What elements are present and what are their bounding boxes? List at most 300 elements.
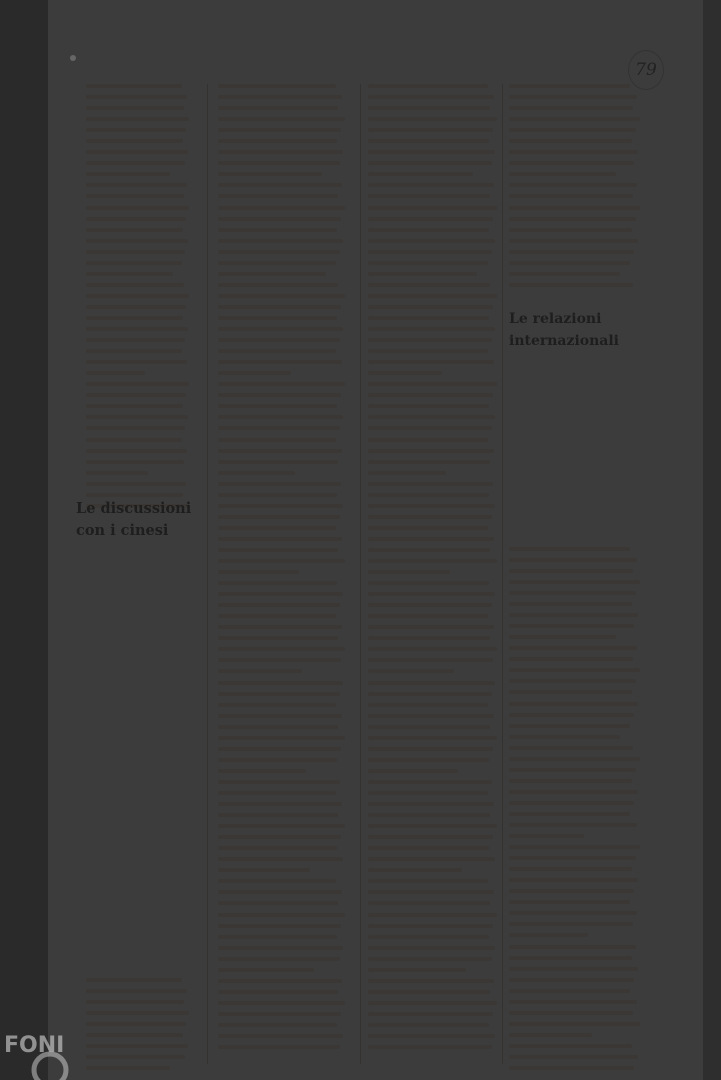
text-line [509,922,633,926]
text-line [86,172,170,176]
text-line [509,967,638,971]
text-line [509,228,632,232]
text-line [86,272,173,276]
text-line [368,194,490,198]
text-line [368,161,492,165]
text-column-2 [218,84,346,1070]
text-line [86,482,186,486]
text-line [218,692,340,696]
text-line [509,790,638,794]
text-line [86,194,184,198]
column-rule [360,84,361,1064]
text-line [218,537,342,541]
text-line [509,856,636,860]
text-line [509,635,616,639]
text-line [368,791,488,795]
text-line [218,758,337,762]
text-line [218,990,338,994]
text-line [509,713,634,717]
text-line [368,150,495,154]
text-line [86,206,189,210]
text-line [509,1022,640,1026]
text-line [218,647,345,651]
text-line [218,183,342,187]
text-line [509,580,640,584]
text-line [368,283,490,287]
text-line [368,1045,492,1049]
text-line [218,747,341,751]
text-line [509,1011,633,1015]
text-line [86,404,183,408]
text-line [368,316,489,320]
text-line [218,106,338,110]
text-line [368,957,492,961]
text-line [368,493,489,497]
text-line [368,636,490,640]
text-line [218,581,337,585]
text-line [218,349,336,353]
text-line [509,150,638,154]
text-line [368,482,493,486]
text-line [218,150,343,154]
text-line [218,901,338,905]
text-line [368,139,489,143]
text-line [509,106,633,110]
subheading-relazioni-internazionali: Le relazioni internazionali [509,311,619,349]
text-line [509,746,633,750]
text-line [368,415,495,419]
text-line [509,779,632,783]
text-line [218,669,302,673]
text-line [218,360,342,364]
text-line [368,404,489,408]
text-line [86,426,185,430]
text-line [86,1000,184,1004]
text-line [368,294,497,298]
text-line [368,714,494,718]
text-line [218,681,343,685]
text-line [218,614,336,618]
text-line [218,272,326,276]
text-line [368,183,494,187]
text-line [509,989,630,993]
text-column-4 [509,84,641,1070]
text-line [368,780,492,784]
text-line [509,1055,638,1059]
text-line [509,867,632,871]
text-line [368,946,495,950]
text-line [86,239,188,243]
text-line [368,1023,489,1027]
text-line [368,360,494,364]
text-line [86,250,185,254]
text-line [368,769,458,773]
text-line [86,471,148,475]
text-line [509,1033,592,1037]
text-line [218,261,336,265]
text-line [86,978,182,982]
text-line [509,679,636,683]
text-line [218,172,322,176]
text-line [368,835,493,839]
text-line [368,857,495,861]
text-line [368,471,446,475]
text-line [218,382,345,386]
text-line [86,1011,189,1015]
text-line [218,1034,343,1038]
text-line [368,901,490,905]
text-line [368,515,492,519]
archive-stamp-watermark [0,1022,120,1080]
text-line [509,602,632,606]
text-line [218,438,336,442]
text-line [509,845,640,849]
text-line [368,647,497,651]
text-line [509,547,630,551]
text-line [218,1045,340,1049]
text-line [86,128,186,132]
column-4-paragraphs-top [509,84,641,287]
text-line [218,946,343,950]
handwritten-page-number: 79 [628,50,664,90]
text-line [86,228,183,232]
text-line [368,625,494,629]
text-line [86,161,185,165]
text-line [368,824,497,828]
text-line [86,460,184,464]
text-line [509,945,636,949]
text-line [218,548,338,552]
text-line [218,504,343,508]
text-line [509,172,616,176]
text-line [218,714,342,718]
text-line [509,735,620,739]
text-line [368,681,495,685]
text-line [368,658,493,662]
text-line [86,84,182,88]
text-line [509,217,636,221]
text-line [368,460,490,464]
text-line [218,857,343,861]
text-line [218,725,338,729]
text-line [368,813,490,817]
text-line [86,305,186,309]
text-line [218,570,299,574]
text-line [218,791,336,795]
text-line [218,935,337,939]
text-line [218,769,306,773]
text-line [218,625,342,629]
text-line [218,603,340,607]
text-line [509,900,630,904]
text-line [86,989,187,993]
text-line [368,703,488,707]
text-line [509,702,638,706]
text-line [218,194,338,198]
text-line [368,548,490,552]
text-line [218,636,338,640]
text-line [368,338,492,342]
text-line [86,217,186,221]
text-line [218,493,337,497]
text-line [218,835,341,839]
text-line [218,217,341,221]
text-line [218,658,341,662]
text-line [218,426,340,430]
text-line [509,801,634,805]
text-line [86,261,182,265]
text-line [218,117,345,121]
text-line [368,95,494,99]
text-line [509,823,637,827]
text-line [368,968,466,972]
text-line [368,250,492,254]
text-line [368,692,492,696]
text-line [218,736,345,740]
text-line [368,526,488,530]
text-line [218,482,341,486]
subheading-discussioni-cinesi: Le discussioni con i cinesi [76,500,192,539]
text-line [218,913,345,917]
text-line [509,183,637,187]
text-line [86,316,183,320]
text-line [218,139,337,143]
text-line [218,294,345,298]
text-line [368,1012,493,1016]
text-line [218,393,341,397]
text-line [218,979,342,983]
text-line [368,581,489,585]
text-line [218,404,337,408]
text-line [509,250,634,254]
column-2-paragraphs [218,84,346,1049]
text-line [368,117,497,121]
text-line [368,990,490,994]
text-line [509,690,632,694]
text-line [218,526,336,530]
text-line [368,449,494,453]
text-line [368,559,497,563]
text-line [509,95,637,99]
text-line [86,438,182,442]
text-line [218,460,338,464]
text-line [86,349,182,353]
text-line [509,161,634,165]
text-line [218,780,340,784]
text-line [509,757,640,761]
text-line [368,935,489,939]
text-line [218,471,295,475]
text-line [509,139,632,143]
text-line [509,613,638,617]
text-line [368,228,489,232]
text-line [368,504,495,508]
column-rule [207,84,208,1064]
text-line [218,890,342,894]
text-line [368,979,494,983]
text-line [218,228,337,232]
text-column-3 [368,84,498,1070]
text-line [368,1034,495,1038]
text-line [86,415,188,419]
text-line [86,382,189,386]
text-line [218,559,345,563]
text-line [509,272,620,276]
text-line [86,117,189,121]
text-line [368,272,477,276]
text-line [218,1001,345,1005]
text-line [218,592,343,596]
text-line [218,449,342,453]
text-line [368,802,494,806]
text-line [368,592,495,596]
text-line [86,183,187,187]
text-line [368,758,489,762]
text-column-1 [76,84,190,1070]
text-line [509,239,638,243]
text-line [218,338,340,342]
text-line [368,206,497,210]
text-line [368,327,495,331]
text-line [368,736,497,740]
column-3-paragraphs [368,84,498,1049]
text-line [368,426,492,430]
text-line [509,283,633,287]
text-line [509,261,630,265]
text-line [509,834,584,838]
text-line [218,957,340,961]
text-line [86,95,187,99]
text-line [368,349,488,353]
text-line [509,978,634,982]
text-line [368,669,454,673]
text-line [86,360,187,364]
text-line [509,657,633,661]
text-line [368,393,493,397]
text-line [509,194,633,198]
text-line [218,515,340,519]
text-line [368,537,494,541]
text-line [86,106,184,110]
text-line [368,84,488,88]
text-line [509,724,630,728]
text-line [509,84,630,88]
text-line [368,382,497,386]
text-line [86,449,187,453]
text-line [509,878,638,882]
text-line [509,646,637,650]
text-line [218,879,336,883]
text-line [368,868,462,872]
text-line [509,911,637,915]
svg-text:FONI: FONI [4,1033,65,1058]
text-line [218,161,340,165]
column-1-paragraphs-top [76,84,190,508]
text-line [509,569,633,573]
text-line [509,1044,632,1048]
text-line [368,603,492,607]
text-line [509,933,588,937]
text-line [368,172,473,176]
text-line [509,558,637,562]
text-line [368,371,442,375]
text-line [86,327,188,331]
text-line [218,868,310,872]
text-line [368,725,490,729]
text-line [509,591,636,595]
text-line [368,890,494,894]
text-line [368,924,493,928]
text-line [509,956,632,960]
text-line [509,624,634,628]
scan-background-left [0,0,48,1080]
text-line [368,747,493,751]
text-line [218,327,343,331]
text-line [368,879,488,883]
text-line [218,703,336,707]
text-line [218,1012,341,1016]
text-line [368,217,493,221]
text-line [509,768,636,772]
text-line [218,250,340,254]
text-line [368,305,493,309]
text-line [368,128,493,132]
text-line [218,283,338,287]
text-line [218,1023,337,1027]
text-line [509,668,640,672]
text-line [218,316,337,320]
text-line [509,128,636,132]
text-line [86,338,185,342]
text-line [86,371,145,375]
text-line [86,294,189,298]
text-line [218,206,345,210]
scan-background-right [703,0,721,1080]
text-line [218,305,341,309]
text-line [509,1066,634,1070]
text-line [218,239,343,243]
text-line [509,117,640,121]
text-line [509,812,630,816]
text-line [368,614,488,618]
text-line [218,95,342,99]
text-line [218,813,338,817]
punch-mark [70,55,76,61]
text-line [218,415,343,419]
text-line [218,824,345,828]
text-line [218,84,336,88]
text-line [86,150,188,154]
column-rule [502,84,503,1064]
text-line [218,371,291,375]
text-line [86,493,183,497]
text-line [368,1001,497,1005]
text-line [368,570,450,574]
text-line [218,846,337,850]
text-line [509,889,634,893]
text-line [509,1000,637,1004]
text-line [86,283,184,287]
text-line [218,802,342,806]
text-line [368,913,497,917]
text-line [368,106,490,110]
text-line [218,968,314,972]
text-line [368,239,495,243]
text-line [509,206,640,210]
text-line [368,261,488,265]
text-line [368,438,488,442]
text-line [368,846,489,850]
